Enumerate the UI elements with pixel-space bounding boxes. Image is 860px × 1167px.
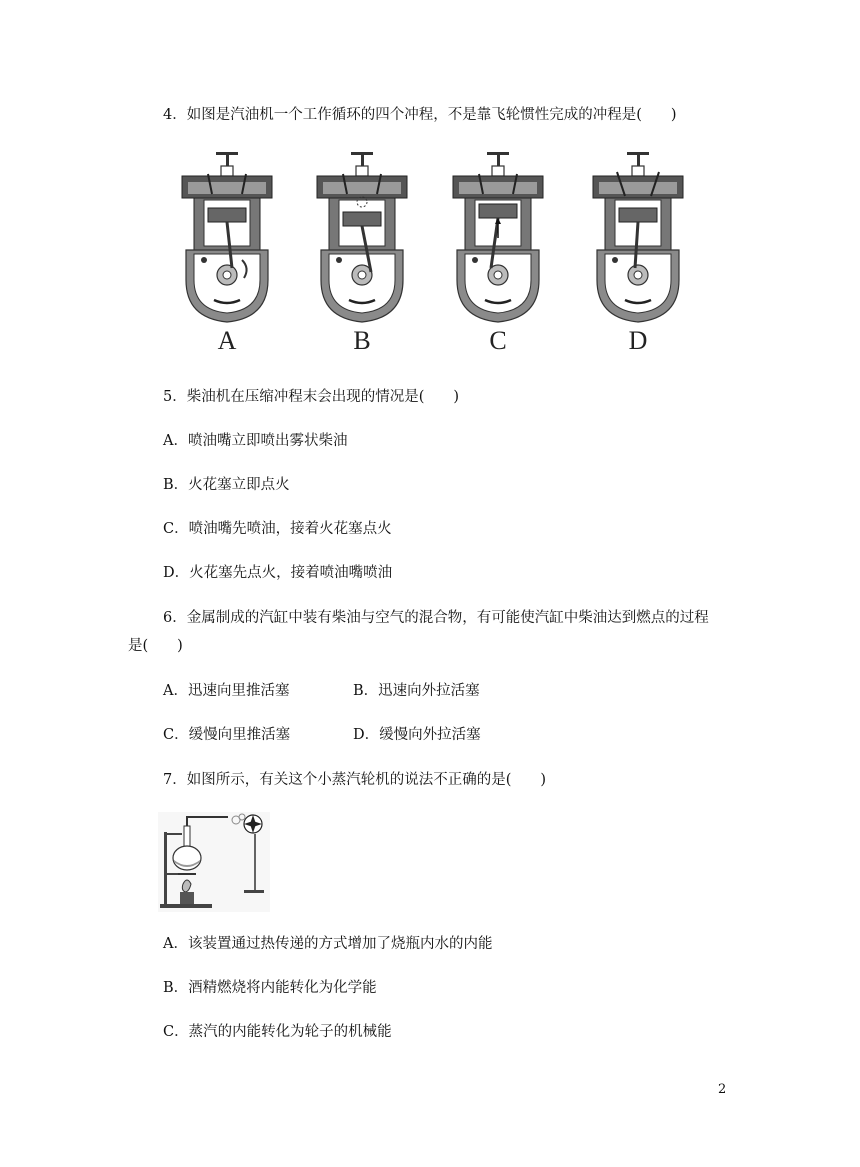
engine-diagram-c [443, 150, 553, 360]
steam-turbine-diagram [158, 812, 270, 912]
question-6-option-d: D．缓慢向外拉活塞 [353, 727, 481, 743]
engine-diagram-a [172, 150, 282, 360]
engine-label-a: A [217, 326, 237, 355]
question-7-stem: 7．如图所示，有关这个小蒸汽轮机的说法不正确的是( ) [163, 772, 547, 788]
engine-label-d: D [628, 326, 648, 355]
question-7-option-c: C．蒸汽的内能转化为轮子的机械能 [163, 1024, 392, 1040]
question-6-option-b: B．迅速向外拉活塞 [353, 683, 480, 699]
question-6-stem-line1: 6．金属制成的汽缸中装有柴油与空气的混合物，有可能使汽缸中柴油达到燃点的过程 [163, 610, 709, 626]
question-6-stem-line2: 是( ) [128, 638, 183, 654]
question-7-option-a: A．该装置通过热传递的方式增加了烧瓶内水的内能 [163, 936, 493, 952]
question-5-option-a: A．喷油嘴立即喷出雾状柴油 [163, 433, 348, 449]
engine-label-c: C [489, 326, 507, 355]
question-5-stem: 5．柴油机在压缩冲程末会出现的情况是( ) [163, 389, 460, 405]
question-5-option-b: B．火花塞立即点火 [163, 477, 290, 493]
page-number: 2 [718, 1082, 727, 1097]
question-5-option-d: D．火花塞先点火，接着喷油嘴喷油 [163, 565, 393, 581]
question-7-option-b: B．酒精燃烧将内能转化为化学能 [163, 980, 377, 996]
question-6-option-c: C．缓慢向里推活塞 [163, 727, 291, 743]
question-4-stem: 4．如图是汽油机一个工作循环的四个冲程，不是靠飞轮惯性完成的冲程是( ) [163, 107, 677, 123]
question-6-option-a: A．迅速向里推活塞 [163, 683, 290, 699]
engine-label-b: B [353, 326, 371, 355]
engine-diagram-d [583, 150, 693, 360]
engine-diagram-b [307, 150, 417, 360]
question-5-option-c: C．喷油嘴先喷油，接着火花塞点火 [163, 521, 392, 537]
